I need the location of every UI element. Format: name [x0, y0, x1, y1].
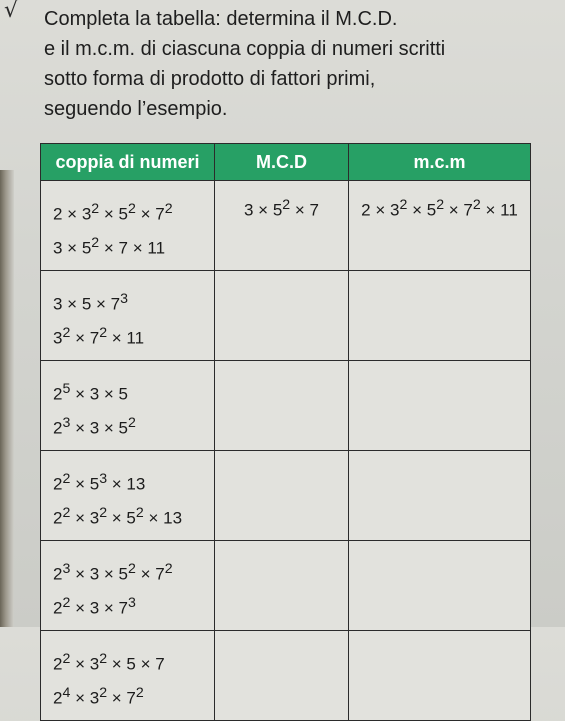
number-expression: $2^2 \times 5^3 \times 13$: [53, 470, 146, 494]
lcm-answer-cell[interactable]: [349, 451, 531, 541]
page-edge: [0, 170, 14, 627]
number-expression: $2^3 \times 3 \times 5^2$: [53, 414, 136, 438]
lcm-answer-cell[interactable]: [349, 541, 531, 631]
number-expression: $2^2 \times 3 \times 7^3$: [53, 594, 136, 618]
number-pair-cell: [41, 271, 215, 361]
gcd-lcm-table: [40, 143, 531, 721]
header-number-pair: coppia di numeri: [41, 144, 215, 181]
table-header-row: [41, 144, 531, 181]
table-row: [41, 541, 531, 631]
number-expression: $2^3 \times 3 \times 5^2 \times 7^2$: [53, 560, 173, 584]
number-expression: $3 \times 5 \times 7^3$: [53, 290, 128, 314]
exercise-instructions: [44, 4, 544, 124]
table-body: [41, 181, 531, 721]
table-row: [41, 181, 531, 271]
instruction-line-2: e il m.c.m. di ciascuna coppia di numeri scritti: [44, 38, 446, 60]
table-row: [41, 361, 531, 451]
number-pair-cell: [41, 451, 215, 541]
instruction-line-3: sotto forma di prodotto di fattori primi,: [44, 68, 376, 90]
number-expression: $2 \times 3^2 \times 5^2 \times 7^2$: [53, 200, 173, 224]
gcd-answer-cell[interactable]: [215, 541, 349, 631]
gcd-answer-cell[interactable]: [215, 361, 349, 451]
number-pair-cell: [41, 631, 215, 721]
margin-check-mark: √: [4, 0, 19, 23]
lcm-answer-cell[interactable]: [349, 361, 531, 451]
gcd-answer-cell[interactable]: [215, 271, 349, 361]
number-expression: $2^2 \times 3^2 \times 5^2 \times 13$: [53, 504, 183, 528]
number-pair-cell: [41, 361, 215, 451]
number-expression: $3 \times 5^2 \times 7 \times 11$: [53, 234, 166, 258]
lcm-answer-cell[interactable]: $2 \times 3^2 \times 5^2 \times 7^2 \times 11$: [349, 181, 531, 271]
number-pair-cell: [41, 541, 215, 631]
header-lcm: m.c.m: [349, 144, 531, 181]
gcd-answer-cell[interactable]: [215, 451, 349, 541]
instruction-line-1: Completa la tabella: determina il M.C.D.: [44, 8, 398, 30]
lcm-answer-cell[interactable]: [349, 271, 531, 361]
gcd-answer-cell[interactable]: $3 \times 5^2 \times 7$: [215, 181, 349, 271]
table-row: [41, 631, 531, 721]
table-row: [41, 271, 531, 361]
number-pair-cell: [41, 181, 215, 271]
table-row: [41, 451, 531, 541]
lcm-answer-cell[interactable]: [349, 631, 531, 721]
number-expression: $2^2 \times 3^2 \times 5 \times 7$: [53, 650, 165, 674]
header-gcd: M.C.D: [215, 144, 349, 181]
number-expression: $3^2 \times 7^2 \times 11$: [53, 324, 145, 348]
number-expression: $2^5 \times 3 \times 5$: [53, 380, 129, 404]
gcd-answer-cell[interactable]: [215, 631, 349, 721]
instruction-line-4: seguendo l’esempio.: [44, 98, 228, 120]
number-expression: $2^4 \times 3^2 \times 7^2$: [53, 684, 144, 708]
